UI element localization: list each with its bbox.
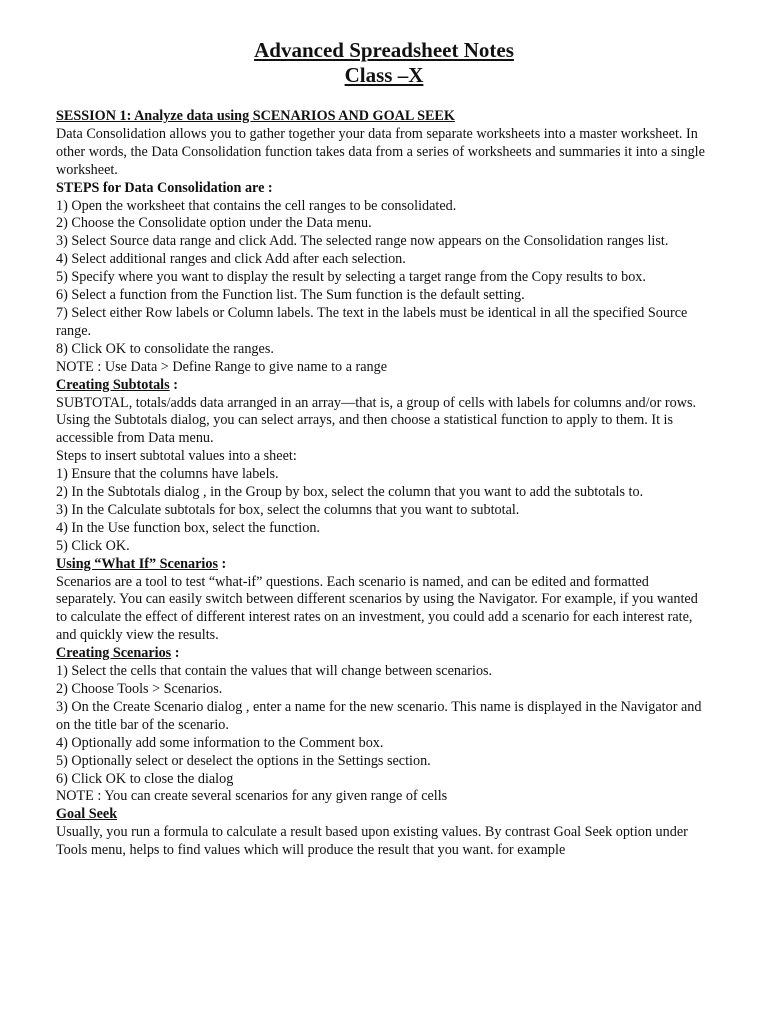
scenarios-step: 4) Optionally add some information to the Comment box. <box>56 734 384 751</box>
consolidation-step: 2) Choose the Consolidate option under the Data menu. <box>56 215 372 232</box>
subtotals-step: 4) In the Use function box, select the function. <box>56 519 320 536</box>
consolidation-step: 8) Click OK to consolidate the ranges. <box>56 340 274 357</box>
scenarios-step: 6) Click OK to close the dialog <box>56 770 234 787</box>
consolidation-step: 6) Select a function from the Function list. The Sum function is the default setting. <box>56 287 525 304</box>
subtotals-steps-intro: Steps to insert subtotal values into a sheet: <box>56 448 297 465</box>
scenarios-step: 1) Select the cells that contain the values that will change between scenarios. <box>56 663 493 680</box>
consolidation-step: 1) Open the worksheet that contains the cell ranges to be consolidated. <box>56 197 457 214</box>
consolidation-heading: STEPS for Data Consolidation are : <box>56 179 273 196</box>
goalseek-heading: Goal Seek <box>56 806 118 823</box>
scenarios-step: 3) On the Create Scenario dialog , enter a name for the new scenario. This name is displayed in the Navigator and on the title bar of the scenario. <box>56 698 702 733</box>
scenarios-note: NOTE : You can create several scenarios for any given range of cells <box>56 788 448 805</box>
whatif-intro: Scenarios are a tool to test “what-if” questions. Each scenario is named, and can be edited and formatted separately. You can easily switch between different scenarios by using the Navigator. For example, if you wanted to calculate the effect of different interest rates on an investment, you could add a scenario for each interest rate, and quickly view the results. <box>56 573 698 644</box>
subtotals-intro: SUBTOTAL, totals/adds data arranged in an array—that is, a group of cells with labels for columns and/or rows. Using the Subtotals dialog, you can select arrays, and then choose a statistical function to apply to them. It is accessible from Data menu. <box>56 394 697 447</box>
consolidation-step: 3) Select Source data range and click Add. The selected range now appears on the Consolidation ranges list. <box>56 233 669 250</box>
scenarios-heading: Creating Scenarios : <box>56 645 180 662</box>
document-subtitle: Class –X <box>344 63 424 87</box>
consolidation-step: 7) Select either Row labels or Column labels. The text in the labels must be identical in all the specified Source range. <box>56 304 688 339</box>
document-title: Advanced Spreadsheet Notes <box>254 38 514 62</box>
subtotals-step: 1) Ensure that the columns have labels. <box>56 466 279 483</box>
scenarios-step: 5) Optionally select or deselect the options in the Settings section. <box>56 752 431 769</box>
scenarios-step: 2) Choose Tools > Scenarios. <box>56 681 223 697</box>
subtotals-step: 3) In the Calculate subtotals for box, select the columns that you want to subtotal. <box>56 501 520 518</box>
session1-heading: SESSION 1: Analyze data using SCENARIOS AND GOAL SEEK <box>56 108 455 124</box>
consolidation-step: 4) Select additional ranges and click Add after each selection. <box>56 251 406 268</box>
subtotals-step: 2) In the Subtotals dialog , in the Group by box, select the column that you want to add the subtotals to. <box>56 484 644 501</box>
subtotals-heading: Creating Subtotals : <box>56 376 178 393</box>
subtotals-step: 5) Click OK. <box>56 537 130 554</box>
session1-intro: Data Consolidation allows you to gather together your data from separate worksheets into a master worksheet. In other words, the Data Consolidation function takes data from a series of worksheets and summaries it into a single worksheet. <box>56 125 705 178</box>
document-body <box>56 108 712 860</box>
document-title-block <box>56 38 712 88</box>
consolidation-note: NOTE : Use Data > Define Range to give name to a range <box>56 358 388 375</box>
whatif-heading: Using “What If” Scenarios : <box>56 555 227 572</box>
goalseek-intro: Usually, you run a formula to calculate a result based upon existing values. By contrast Goal Seek option under Tools menu, helps to find values which will produce the result that you want. for example <box>56 824 688 859</box>
consolidation-step: 5) Specify where you want to display the result by selecting a target range from the Copy results to box. <box>56 269 646 286</box>
